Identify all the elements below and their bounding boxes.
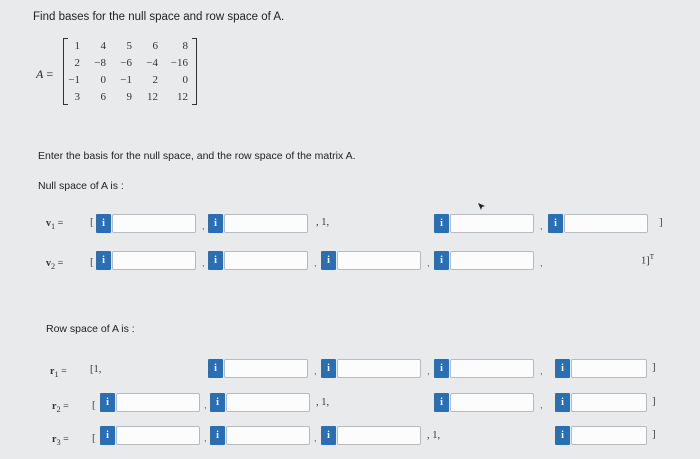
r3-entry-2[interactable] xyxy=(226,426,310,445)
null-space-label: Null space of A is : xyxy=(38,180,124,192)
info-icon[interactable]: i xyxy=(434,393,449,412)
info-icon[interactable]: i xyxy=(96,214,111,233)
r3-fixed-entry: , 1, xyxy=(427,430,441,441)
r1-entry-2[interactable] xyxy=(337,359,421,378)
v2-entry-3[interactable] xyxy=(337,251,421,270)
info-icon[interactable]: i xyxy=(321,426,336,445)
r2-open-bracket: [ xyxy=(92,399,96,411)
matrix-cell: 5 xyxy=(126,40,132,52)
matrix-cell: −16 xyxy=(170,57,188,69)
v2-open-bracket: [ xyxy=(90,256,94,268)
v1-label: $v_1$ = xyxy=(46,218,64,231)
v2-entry-4[interactable] xyxy=(450,251,534,270)
matrix-cell: −1 xyxy=(68,74,80,86)
r1-close-bracket: ] xyxy=(652,361,656,373)
v1-entry-3[interactable] xyxy=(450,214,534,233)
instructions: Enter the basis for the null space, and the row space of the matrix A. xyxy=(38,150,356,162)
row-space-label: Row space of A is : xyxy=(46,323,135,335)
v1-entry-4[interactable] xyxy=(564,214,648,233)
info-icon[interactable]: i xyxy=(208,214,223,233)
matrix-label xyxy=(36,67,53,82)
matrix-cell: 2 xyxy=(152,74,158,86)
r3-open-bracket: [ xyxy=(92,432,96,444)
matrix-cell: 0 xyxy=(100,74,106,86)
matrix-cell: 6 xyxy=(100,91,106,103)
v2-entry-1[interactable] xyxy=(112,251,196,270)
matrix-cell: 0 xyxy=(182,74,188,86)
v1-entry-1[interactable] xyxy=(112,214,196,233)
matrix-cell: −6 xyxy=(120,57,132,69)
r3-entry-3[interactable] xyxy=(337,426,421,445)
comma: , xyxy=(540,366,543,376)
r3-entry-4[interactable] xyxy=(571,426,647,445)
r1-first-entry: [1, xyxy=(90,364,102,375)
r1-entry-3[interactable] xyxy=(450,359,534,378)
comma: , xyxy=(314,433,317,443)
matrix-name: A xyxy=(36,67,44,81)
r3-entry-1[interactable] xyxy=(116,426,200,445)
info-icon[interactable]: i xyxy=(210,393,225,412)
info-icon[interactable]: i xyxy=(434,214,449,233)
matrix-cell: 12 xyxy=(177,91,188,103)
r3-label: $r_3$ = xyxy=(52,434,69,447)
info-icon[interactable]: i xyxy=(96,251,111,270)
info-icon[interactable]: i xyxy=(555,359,570,378)
r2-label: $r_2$ = xyxy=(52,401,69,414)
mouse-cursor-icon xyxy=(478,203,486,211)
r1-entry-1[interactable] xyxy=(224,359,308,378)
info-icon[interactable]: i xyxy=(434,359,449,378)
r3-close-bracket: ] xyxy=(652,428,656,440)
comma: , xyxy=(204,400,207,410)
matrix-cell: 4 xyxy=(100,40,106,52)
comma: , xyxy=(427,366,430,376)
info-icon[interactable]: i xyxy=(321,359,336,378)
comma: , xyxy=(540,258,543,268)
r2-entry-1[interactable] xyxy=(116,393,200,412)
problem-prompt: Find bases for the null space and row space of A. xyxy=(33,11,285,23)
v1-close-bracket: ] xyxy=(659,216,663,228)
v2-close-bracket: 1]$^T$ xyxy=(641,253,655,267)
info-icon[interactable]: i xyxy=(555,426,570,445)
matrix-cell: 2 xyxy=(74,57,80,69)
info-icon[interactable]: i xyxy=(100,426,115,445)
comma: , xyxy=(204,433,207,443)
v1-entry-2[interactable] xyxy=(224,214,308,233)
comma: , xyxy=(427,258,430,268)
matrix-cell: 9 xyxy=(126,91,132,103)
info-icon[interactable]: i xyxy=(100,393,115,412)
r1-label: $r_1$ = xyxy=(50,366,67,379)
v1-open-bracket: [ xyxy=(90,216,94,228)
comma: , xyxy=(314,366,317,376)
comma: , xyxy=(540,400,543,410)
matrix-cell: −1 xyxy=(120,74,132,86)
r1-entry-4[interactable] xyxy=(571,359,647,378)
r2-fixed-entry: , 1, xyxy=(316,397,330,408)
v2-entry-2[interactable] xyxy=(224,251,308,270)
matrix-cell: 6 xyxy=(152,40,158,52)
info-icon[interactable]: i xyxy=(210,426,225,445)
matrix-cell: −4 xyxy=(146,57,158,69)
matrix-equals: = xyxy=(46,67,54,81)
matrix-cell: 3 xyxy=(74,91,80,103)
matrix-cell: 12 xyxy=(147,91,158,103)
info-icon[interactable]: i xyxy=(321,251,336,270)
info-icon[interactable]: i xyxy=(555,393,570,412)
matrix-a xyxy=(63,38,197,105)
comma: , xyxy=(202,221,205,231)
comma: , xyxy=(202,258,205,268)
info-icon[interactable]: i xyxy=(208,359,223,378)
info-icon[interactable]: i xyxy=(548,214,563,233)
r2-entry-2[interactable] xyxy=(226,393,310,412)
matrix-cell: −8 xyxy=(94,57,106,69)
matrix-cell: 8 xyxy=(182,40,188,52)
matrix-cell: 1 xyxy=(74,40,80,52)
v2-label: $v_2$ = xyxy=(46,258,64,271)
info-icon[interactable]: i xyxy=(434,251,449,270)
info-icon[interactable]: i xyxy=(208,251,223,270)
v1-fixed-entry: , 1, xyxy=(316,217,330,228)
comma: , xyxy=(314,258,317,268)
r2-entry-3[interactable] xyxy=(450,393,534,412)
r2-close-bracket: ] xyxy=(652,395,656,407)
r2-entry-4[interactable] xyxy=(571,393,647,412)
comma: , xyxy=(540,221,543,231)
